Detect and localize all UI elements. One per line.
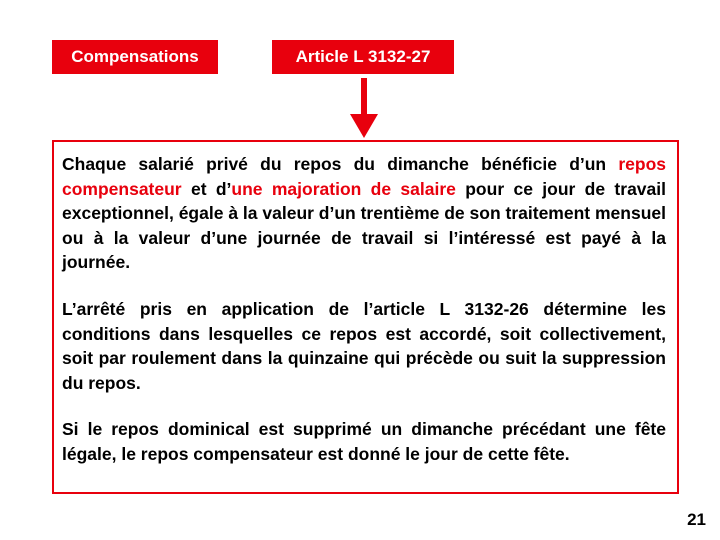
majoration-salaire-highlight: une majoration de salaire (231, 178, 456, 199)
paragraph-compensation (62, 152, 666, 275)
repos-compensateur-highlight: repos compensateur (62, 154, 666, 199)
arrow-down-icon (350, 78, 378, 138)
paragraph-fete-legale: Si le repos dominical est supprimé un dimanche précédant une fête légale, le repos compensateur est donné le jour de cette fête. (62, 419, 666, 464)
page-number: 21 (687, 510, 706, 529)
article-text-panel (52, 140, 679, 494)
paragraph-arrete: L’arrêté pris en application de l’article L 3132-26 détermine les conditions dans lesquelles ce repos est accordé, soit collectivement, soit par roulement dans la quinzaine qui précède ou suit la suppression du repos. (62, 298, 666, 393)
p1-text-2: et d’ (181, 178, 232, 199)
compensations-tag-label: Compensations (71, 47, 199, 66)
p1-text-1: Chaque salarié privé du repos du dimanche bénéficie d’un (62, 154, 619, 174)
p1-text-3: pour ce jour de travail exceptionnel, égale à la valeur d’un trentième de son traitement mensuel ou à la valeur d’une journée de travail si l’intéressé est payé à la journée. (62, 178, 666, 273)
article-tag (272, 40, 454, 74)
compensations-tag (52, 40, 218, 74)
article-tag-label: Article L 3132-27 (295, 47, 431, 66)
